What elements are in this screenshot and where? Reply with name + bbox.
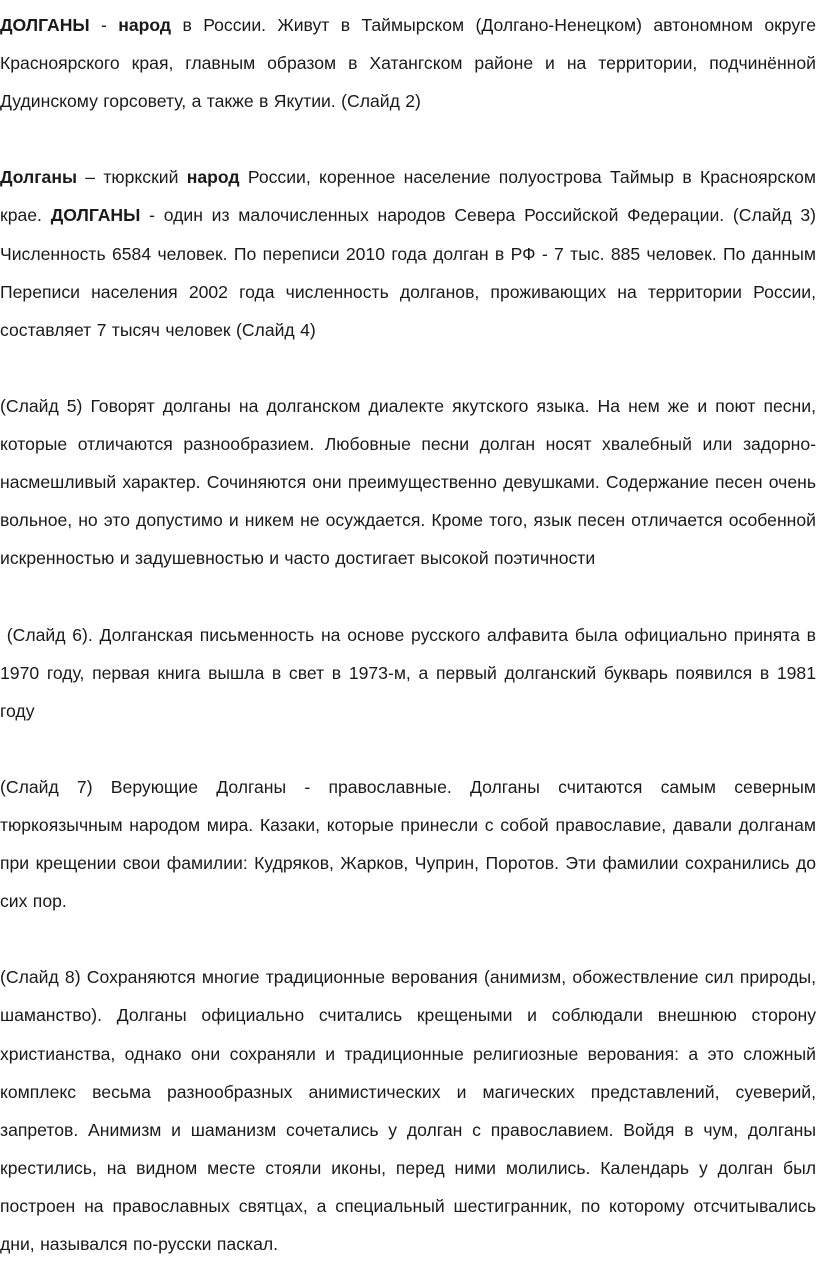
- term-narod: народ: [118, 15, 172, 35]
- paragraph-population: [0, 158, 816, 348]
- text-run: – тюркский: [77, 167, 187, 188]
- text-run: (Слайд 6). Долганская письменность на основе русского алфавита была официально принята в 1970 году, первая книга вышла в свет в 1973-м, а первый долганский букварь появился в 1981 году: [0, 624, 816, 721]
- paragraph-religion: (Слайд 7) Верующие Долганы - православные. Долганы считаются самым северным тюркоязычным народом мира. Казаки, которые принесли с собой православие, давали долганам при крещении свои фамилии: Кудряков, Жарков, Чуприн, Поротов. Эти фамилии сохранились до сих пор.: [0, 776, 816, 912]
- text-run: -: [89, 15, 119, 35]
- leading-space: [0, 625, 7, 645]
- paragraph-language-songs: (Слайд 5) Говорят долганы на долганском диалекте якутского языка. На нем же и поют песни, которые отличаются разнообразием. Любовные песни долган носят хвалебный или задорно-насмешливый характер. Сочиняются они преимущественно девушками. Содержание песен очень вольное, но это допустимо и никем не осуждается. Кроме того, язык песен отличается особенной искренностью и задушевностью и часто достигает высокой поэтичности: [0, 395, 816, 569]
- text-run: России, коренное население полуострова Таймыр в Красноярском крае.: [0, 167, 816, 226]
- paragraph-writing: [0, 616, 816, 730]
- text-run: - один из малочисленных народов Севера Российской Федерации. (Слайд 3) Численность 6584 человек. По переписи 2010 года долган в РФ - 7 тыс. 885 человек. По данным Переписи населения 2002 года численность долганов, проживающих на территории России, составляет 7 тысяч человек (Слайд 4): [0, 205, 816, 340]
- paragraph-beliefs: (Слайд 8) Сохраняются многие традиционные верования (анимизм, обожествление сил природы, шаманство). Долганы официально считались крещеными и соблюдали внешнюю сторону христианства, однако они сохраняли и традиционные религиозные верования: а это сложный комплекс весьма разнообразных анимистических и магических представлений, суеверий, запретов. Анимизм и шаманизм сочетались у долган с православием. Войдя в чум, долганы крестились, на видном месте стояли иконы, перед ними молились. Календарь у долган был построен на православных святцах, а специальный шестигранник, по которому отсчитывались дни, назывался по-русски паскал.: [0, 967, 816, 1254]
- term-dolgany-caps: ДОЛГАНЫ: [50, 205, 141, 226]
- term-dolgany-caps: ДОЛГАНЫ: [0, 15, 90, 35]
- term-narod: народ: [186, 167, 240, 188]
- text-run: в России. Живут в Таймырском (Долгано-Ненецком) автономном округе Красноярского края, главным образом в Хатангском районе и на территории, подчинённой Дудинскому горсовету, а также в Якутии. (Слайд 2): [0, 15, 816, 112]
- term-dolgany: Долганы: [0, 167, 77, 188]
- paragraph-intro: [0, 6, 816, 120]
